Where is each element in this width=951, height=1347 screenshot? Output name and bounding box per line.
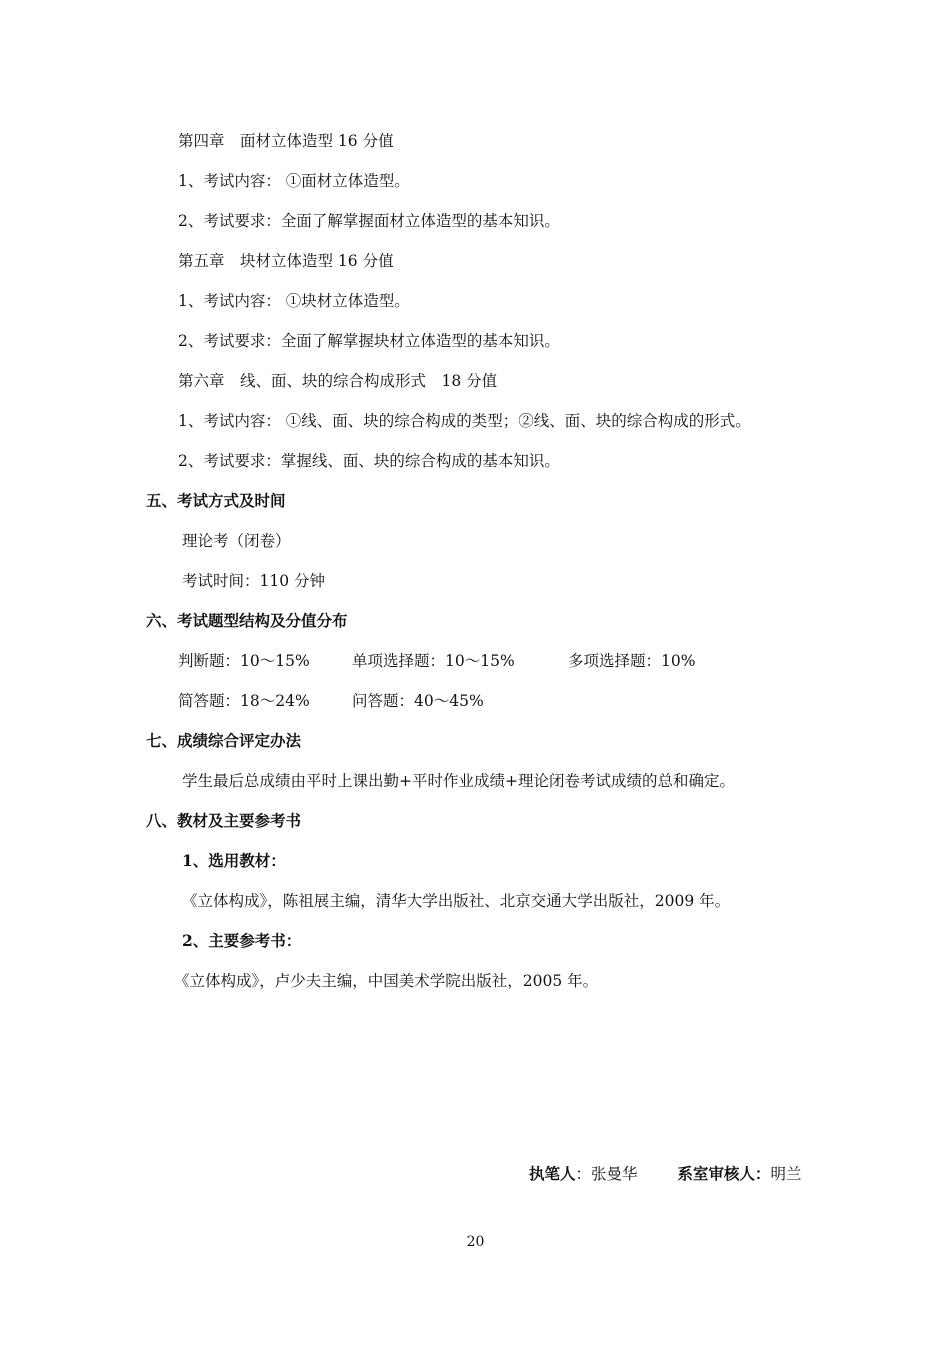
ch4-title: 第四章 面材立体造型 16 分值 bbox=[178, 132, 394, 150]
question-type-single-choice: 单项选择题：10～15% bbox=[352, 652, 515, 670]
question-type-short-answer: 简答题：18～24% bbox=[178, 692, 310, 710]
question-type-true-false: 判断题：10～15% bbox=[178, 652, 310, 670]
section-5-heading: 五、考试方式及时间 bbox=[146, 492, 286, 510]
reviewer-label: 系室审核人： bbox=[677, 1165, 771, 1183]
ch4-requirement: 2、考试要求：全面了解掌握面材立体造型的基本知识。 bbox=[178, 212, 560, 230]
ch5-requirement: 2、考试要求：全面了解掌握块材立体造型的基本知识。 bbox=[178, 332, 560, 350]
ch6-requirement: 2、考试要求：掌握线、面、块的综合构成的基本知识。 bbox=[178, 452, 560, 470]
reviewer-name: 明兰 bbox=[770, 1165, 802, 1183]
grading-method-text: 学生最后总成绩由平时上课出勤+平时作业成绩+理论闭卷考试成绩的总和确定。 bbox=[182, 772, 735, 790]
author-separator: ： bbox=[575, 1165, 592, 1183]
textbook-entry: 《立体构成》，陈祖展主编，清华大学出版社、北京交通大学出版社，2009 年。 bbox=[182, 892, 731, 910]
ch5-title: 第五章 块材立体造型 16 分值 bbox=[178, 252, 394, 270]
section-7-heading: 七、成绩综合评定办法 bbox=[146, 732, 302, 750]
ch4-content: 1、考试内容： ①面材立体造型。 bbox=[178, 172, 410, 190]
reference-entry: 《立体构成》，卢少夫主编，中国美术学院出版社，2005 年。 bbox=[174, 972, 599, 990]
ch6-title: 第六章 线、面、块的综合构成形式 18 分值 bbox=[178, 372, 498, 390]
section-6-heading: 六、考试题型结构及分值分布 bbox=[146, 612, 348, 630]
page-number: 20 bbox=[466, 1234, 485, 1250]
ch6-content: 1、考试内容： ①线、面、块的综合构成的类型；②线、面、块的综合构成的形式。 bbox=[178, 412, 751, 430]
ch5-content: 1、考试内容： ①块材立体造型。 bbox=[178, 292, 410, 310]
textbook-label: 1、选用教材： bbox=[182, 851, 286, 870]
reference-label: 2、主要参考书： bbox=[182, 931, 302, 950]
exam-method: 理论考（闭卷） bbox=[182, 532, 291, 550]
question-type-essay: 问答题：40～45% bbox=[352, 692, 484, 710]
section-8-heading: 八、教材及主要参考书 bbox=[146, 812, 302, 830]
signature-line bbox=[529, 1164, 801, 1184]
question-type-multiple-choice: 多项选择题：10% bbox=[568, 652, 696, 670]
author-name: 张曼华 bbox=[591, 1165, 638, 1183]
author-label: 执笔人 bbox=[529, 1165, 576, 1183]
exam-time: 考试时间：110 分钟 bbox=[182, 572, 326, 590]
